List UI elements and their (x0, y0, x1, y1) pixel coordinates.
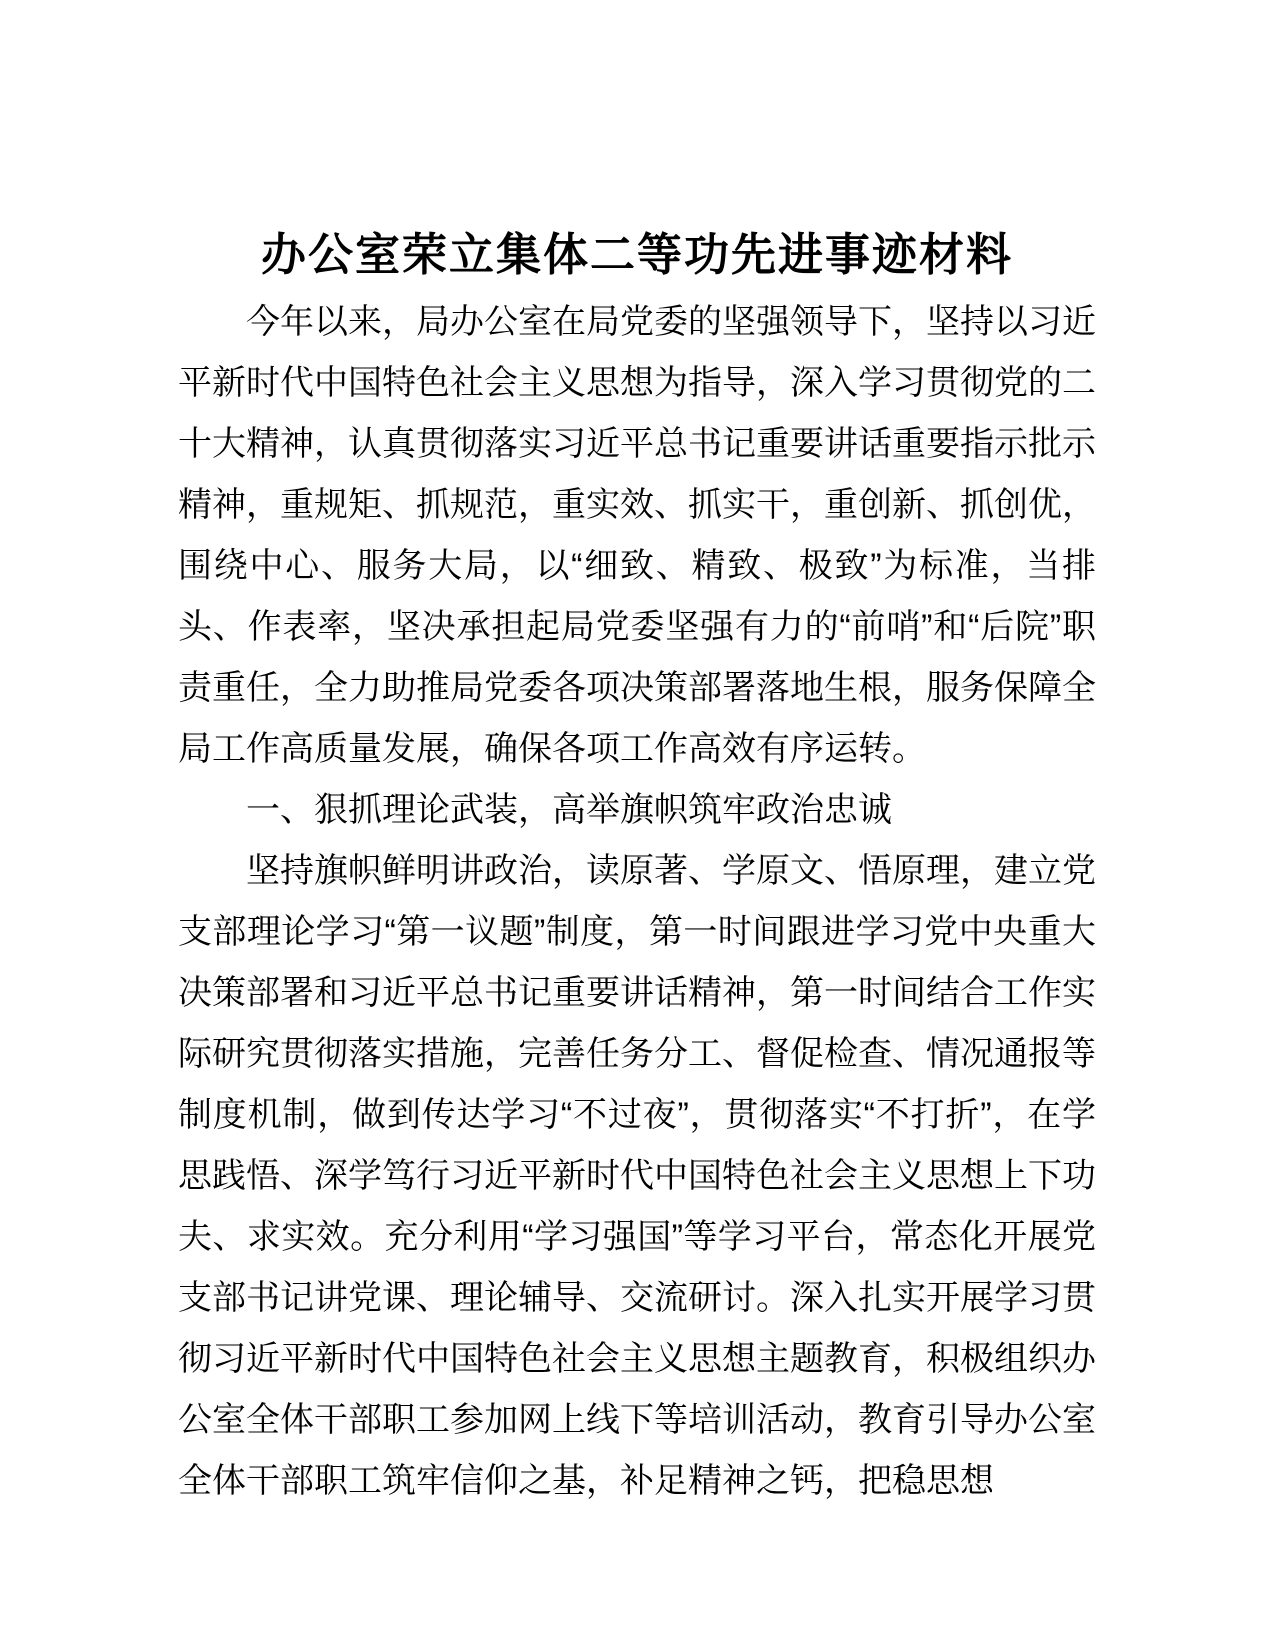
document-body (178, 0, 1096, 1512)
document-title: 办公室荣立集体二等功先进事迹材料 (260, 229, 1013, 280)
paragraph: 坚持旗帜鲜明讲政治，读原著、学原文、悟原理，建立党支部理论学习“第一议题”制度，第一时间跟进学习党中央重大决策部署和习近平总书记重要讲话精神，第一时间结合工作实际研究贯彻落实措施，完善任务分工、督促检查、情况通报等制度机制，做到传达学习“不过夜”，贯彻落实“不打折”，在学思践悟、深学笃行习近平新时代中国特色社会主义思想上下功夫、求实效。充分利用“学习强国”等学习平台，常态化开展党支部书记讲党课、理论辅导、交流研讨。深入扎实开展学习贯彻习近平新时代中国特色社会主义思想主题教育，积极组织办公室全体干部职工参加网上线下等培训活动，教育引导办公室全体干部职工筑牢信仰之基，补足精神之钙，把稳思想 (178, 852, 1096, 1500)
paragraph-container (178, 292, 1096, 1512)
section-heading: 一、狠抓理论武装，高举旗帜筑牢政治忠诚 (246, 791, 892, 829)
paragraph: 今年以来，局办公室在局党委的坚强领导下，坚持以习近平新时代中国特色社会主义思想为指导，深入学习贯彻党的二十大精神，认真贯彻落实习近平总书记重要讲话重要指示批示精神，重规矩、抓规范，重实效、抓实干，重创新、抓创优，围绕中心、服务大局，以“细致、精致、极致”为标准，当排头、作表率，坚决承担起局党委坚强有力的“前哨”和“后院”职责重任，全力助推局党委各项决策部署落地生根，服务保障全局工作高质量发展，确保各项工作高效有序运转。 (178, 303, 1096, 768)
